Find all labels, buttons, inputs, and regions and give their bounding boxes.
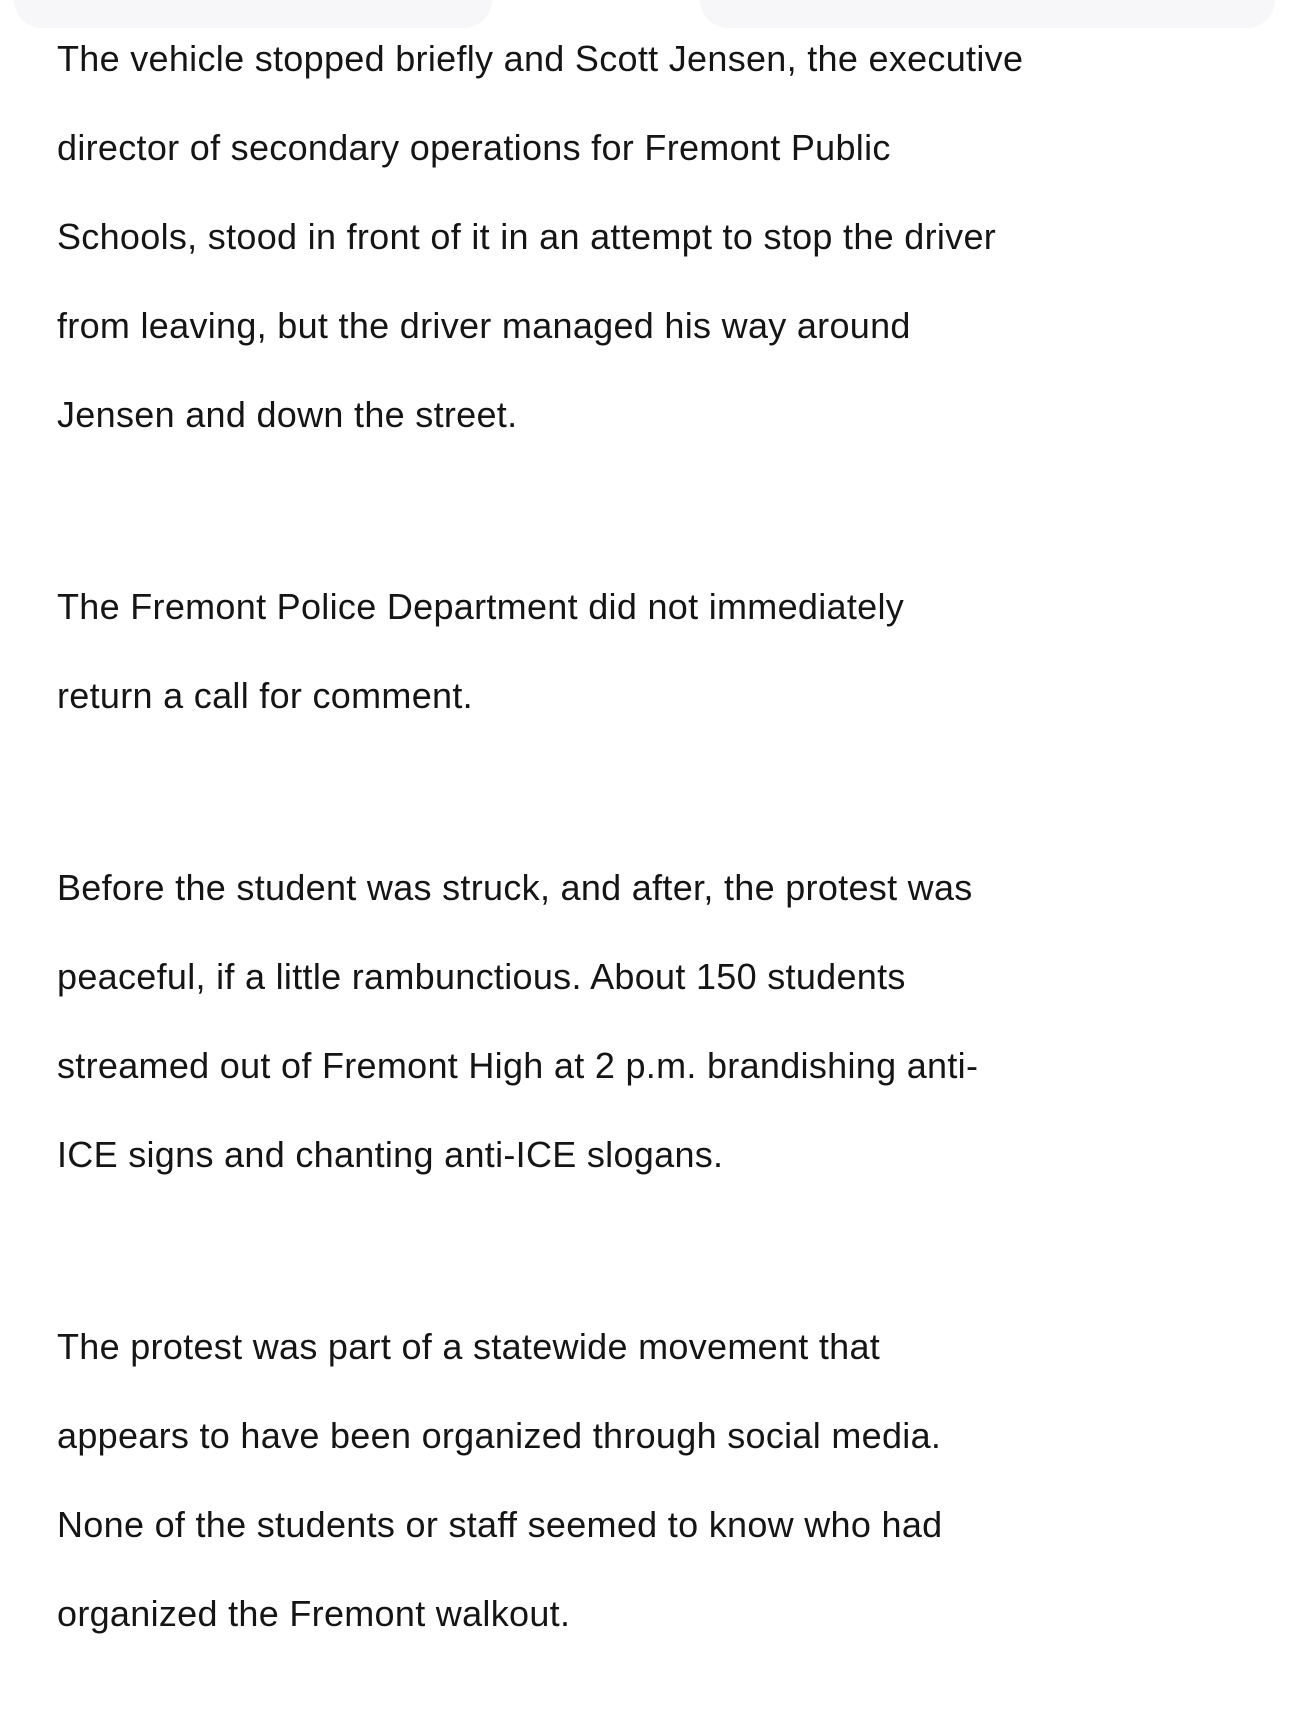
paragraph [57, 843, 1239, 1199]
paragraph [57, 562, 1239, 740]
paragraph-line: appears to have been organized through social media. [57, 1415, 942, 1456]
paragraph-line: The vehicle stopped briefly and Scott Jensen, the executive [57, 38, 1024, 79]
paragraph-line: peaceful, if a little rambunctious. About 150 students [57, 956, 906, 997]
paragraph-line: Before the student was struck, and after, the protest was [57, 867, 973, 908]
paragraph-line: return a call for comment. [57, 675, 473, 716]
paragraph-line: None of the students or staff seemed to know who had [57, 1504, 943, 1545]
paragraph [57, 1302, 1239, 1658]
paragraph [57, 14, 1239, 459]
paragraph-line: from leaving, but the driver managed his way around [57, 305, 911, 346]
paragraph-line: The protest was part of a statewide movement that [57, 1326, 881, 1367]
paragraph-line: ICE signs and chanting anti-ICE slogans. [57, 1134, 724, 1175]
paragraph-line: director of secondary operations for Fremont Public [57, 127, 891, 168]
paragraph-line: streamed out of Fremont High at 2 p.m. brandishing anti- [57, 1045, 979, 1086]
paragraph-line: Schools, stood in front of it in an attempt to stop the driver [57, 216, 997, 257]
paragraph-line: organized the Fremont walkout. [57, 1593, 571, 1634]
paragraph-line: Jensen and down the street. [57, 394, 518, 435]
paragraph-line: The Fremont Police Department did not immediately [57, 586, 905, 627]
